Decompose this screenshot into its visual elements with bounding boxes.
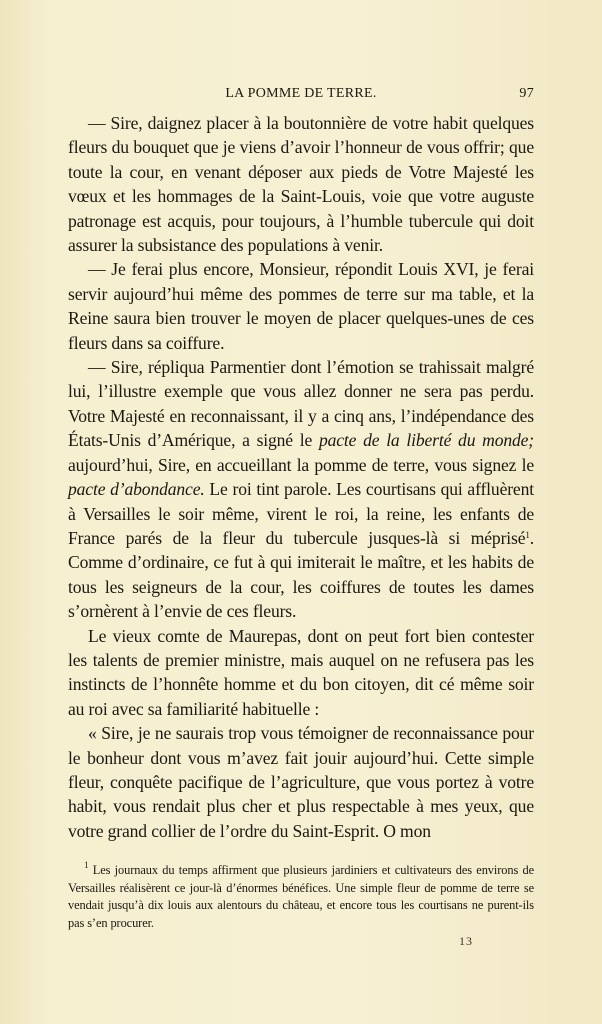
paragraph-3 (68, 355, 534, 623)
page-number: 97 (519, 86, 534, 101)
paragraph-4: Le vieux comte de Maurepas, dont on peut fort bien contester les talents de premier ministre, mais auquel on ne refusera pas les instincts de l’honnête homme et du bon citoyen, dit cé même soir au roi avec sa familiarité habituelle : (68, 625, 534, 719)
paragraph-2: — Je ferai plus encore, Monsieur, répondit Louis XVI, je ferai servir aujourd’hui même des pommes de terre sur ma table, et la Reine saura bien trouver le moyen de placer quelques-unes de ces fleurs dans sa coiffure. (68, 259, 534, 353)
italic-phrase-abondance: pacte d’abondance. (68, 479, 205, 500)
paragraph-3-text-a: — Sire, répliqua Parmentier dont l’émotion se trahissait malgré lui, l’illustre exemple que vous allez donner ne sera pas perdu. Votre Majesté en reconnaissant, il y a cinq ans, l’indépendance des États-Unis d’Amérique, a signé le (68, 357, 534, 451)
footnote-text: Les journaux du temps affirment que plusieurs jardiniers et cultivateurs des environs de Versailles réalisèrent ce jour-là d’énormes bénéfices. Une simple fleur de pomme de terre se vendait jusqu’à dix louis aux alentours du château, et encore tous les courtisans ne purent-ils pas s’en procurer. (68, 863, 534, 930)
paragraph-3-text-c: aujourd’hui, Sire, en accueillant la pomme de terre, vous signez le (68, 454, 534, 475)
paragraph-1: — Sire, daignez placer à la boutonnière de votre habit quelques fleurs du bouquet que je viens d’avoir l’honneur de vous offrir; que toute la cour, en venant déposer aux pieds de Votre Majesté les vœux et les hommages de la Saint-Louis, voie que votre auguste patronage est acquis, pour toujours, à l’humble tubercule qui doit assurer la subsistance des populations à venir. (68, 113, 534, 256)
italic-phrase-liberte: pacte de la liberté du monde; (318, 430, 534, 451)
page-header (68, 86, 534, 108)
signature-mark: 13 (459, 934, 473, 948)
footnote-reference: 1 (525, 529, 530, 540)
paragraph-5: « Sire, je ne saurais trop vous témoigner de reconnaissance pour le bonheur dont vous m’avez fait jouir aujourd’hui. Cette simple fleur, conquête pacifique de l’agriculture, que vous portez à votre habit, vous rendait plus cher et plus respectable à mes yeux, que votre grand collier de l’ordre du Saint-Esprit. O mon (68, 723, 534, 841)
running-title: LA POMME DE TERRE. (225, 86, 377, 101)
main-text (68, 111, 534, 843)
paragraph-3-text-f: . Comme d’ordinaire, ce fut à qui imiterait le maître, et les habits de tous les seigneurs de la cour, les coiffures de toutes les dames s’ornèrent à l’envie de ces fleurs. (68, 527, 534, 622)
footnote-number: 1 (84, 860, 89, 870)
footnote-area (68, 862, 534, 932)
paragraph-3-text-e: Le roi tint parole. Les courtisans qui affluèrent à Versailles le soir même, virent le roi, la reine, les enfants de France parés de la fleur du tubercule jusques-là si méprisé (68, 479, 534, 548)
footnote (68, 862, 534, 932)
